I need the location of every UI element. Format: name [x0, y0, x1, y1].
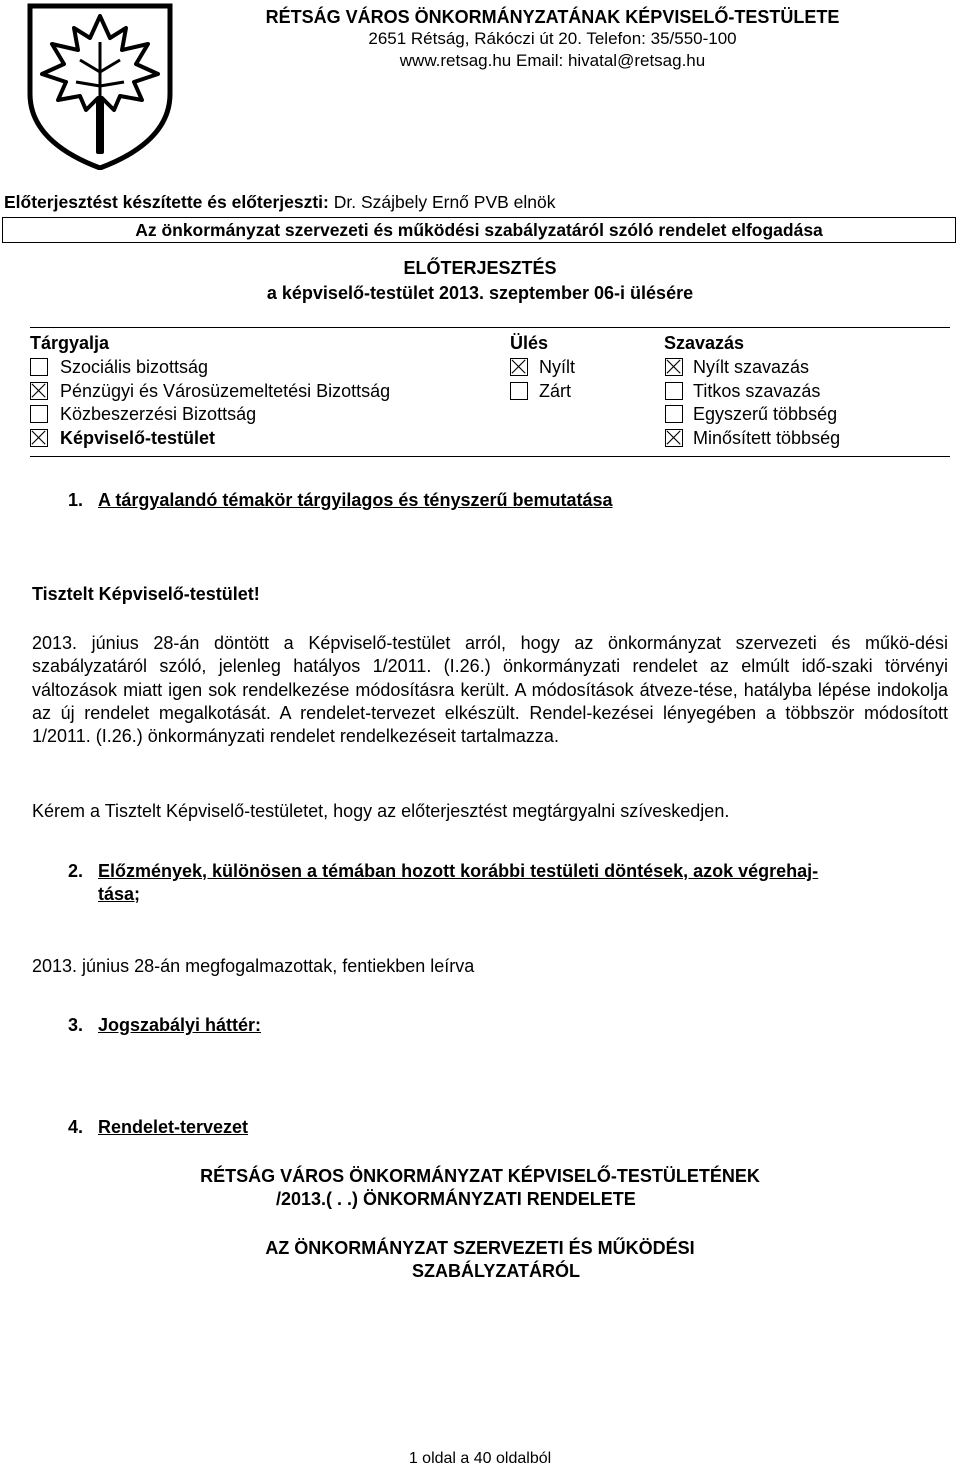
prepared-by-label: Előterjesztést készítette és előterjeszti: — [4, 192, 329, 212]
table-rule-bottom — [30, 456, 950, 457]
header-session: Ülés — [510, 333, 549, 353]
checkbox-checked-icon[interactable] — [510, 358, 528, 376]
council-title: RÉTSÁG VÁROS ÖNKORMÁNYZATÁNAK KÉPVISELŐ-TESTÜLETE — [265, 7, 840, 27]
session-label: Nyílt — [539, 357, 575, 377]
discussed-label: Szociális bizottság — [60, 357, 209, 377]
body-paragraph: 2013. június 28-án döntött a Képviselő-testület arról, hogy az önkormányzat szervezeti és műkö-dési szabályzatáról szóló, jelenleg hatályos 1/2011. (I.26.) önkormányzati rendelet az elmúlt idő-szaki törvényi változások miatt igen sok rendelkezése módosításra került. A módosítások átveze-tése, hatályba lépése indokolja az új rendelet megalkotását. A rendelet-tervezet elkészült. Rendel-kezései lényegében a többször módosított 1/2011. (I.26.) önkormányzati rendelet rendelkezéseit tartalmazza. — [32, 633, 948, 747]
checkbox-checked-icon[interactable] — [665, 429, 683, 447]
section-1-heading — [68, 490, 613, 511]
table-rule-top — [30, 327, 950, 328]
checkbox-empty-icon[interactable] — [665, 382, 683, 400]
discussed-label: Pénzügyi és Városüzemeltetési Bizottság — [60, 381, 391, 401]
section-title: A tárgyalandó témakör tárgyilagos és tényszerű bemutatása — [98, 490, 613, 510]
section-title: Előzmények, különösen a témában hozott korábbi testületi döntések, azok végrehaj- — [98, 861, 819, 881]
section-title-cont: tása; — [98, 884, 141, 904]
vote-label: Nyílt szavazás — [693, 357, 810, 377]
vote-label: Minősített többség — [693, 428, 841, 448]
checkbox-empty-icon[interactable] — [30, 358, 48, 376]
section-2-heading — [68, 860, 948, 906]
previous-paragraph: 2013. június 28-án megfogalmazottak, fentiekben leírva — [32, 956, 475, 976]
subject-box: Az önkormányzat szervezeti és működési szabályzatáról szóló rendelet elfogadása — [2, 217, 956, 243]
section-number: 2. — [68, 861, 84, 881]
proposal-subtitle: a képviselő-testület 2013. szeptember 06-i ülésére — [266, 283, 694, 303]
page-footer: 1 oldal a 40 oldalból — [408, 1450, 552, 1467]
checkbox-empty-icon[interactable] — [30, 405, 48, 423]
section-number: 3. — [68, 1015, 84, 1035]
checkbox-checked-icon[interactable] — [30, 382, 48, 400]
prepared-by-value: Dr. Szájbely Ernő PVB elnök — [328, 192, 556, 212]
section-number: 4. — [68, 1117, 84, 1137]
session-label: Zárt — [539, 381, 572, 401]
discussed-label: Közbeszerzési Bizottság — [60, 404, 257, 424]
section-title: Jogszabályi háttér: — [98, 1015, 262, 1035]
checkbox-empty-icon[interactable] — [665, 405, 683, 423]
vote-label: Egyszerű többség — [693, 404, 838, 424]
section-title: Rendelet-tervezet — [98, 1117, 249, 1137]
section-4-heading — [68, 1117, 248, 1138]
prepared-by — [4, 192, 556, 213]
discussed-label: Képviselő-testület — [60, 428, 216, 448]
council-web-email: www.retsag.hu Email: hivatal@retsag.hu — [399, 51, 706, 70]
checkbox-checked-icon[interactable] — [665, 358, 683, 376]
proposal-title: ELŐTERJESZTÉS — [403, 258, 557, 278]
section-number: 1. — [68, 490, 84, 510]
header-vote: Szavazás — [664, 333, 745, 353]
header-discussed: Tárgyalja — [30, 333, 110, 353]
ordinance-title-2: /2013.( . .) ÖNKORMÁNYZATI RENDELETE — [276, 1189, 636, 1209]
checkbox-checked-icon[interactable] — [30, 429, 48, 447]
vote-label: Titkos szavazás — [693, 381, 821, 401]
section-3-heading — [68, 1015, 261, 1036]
request-paragraph: Kérem a Tisztelt Képviselő-testületet, hogy az előterjesztést megtárgyalni szíveskedjen. — [32, 801, 730, 821]
city-crest-leaf-icon — [22, 2, 178, 170]
council-address: 2651 Rétság, Rákóczi út 20. Telefon: 35/550-100 — [368, 29, 737, 48]
ordinance-title-4: SZABÁLYZATÁRÓL — [412, 1261, 580, 1281]
greeting: Tisztelt Képviselő-testület! — [32, 584, 260, 604]
ordinance-title-3: AZ ÖNKORMÁNYZAT SZERVEZETI ÉS MŰKÖDÉSI — [265, 1238, 695, 1258]
checkbox-empty-icon[interactable] — [510, 382, 528, 400]
ordinance-title-1: RÉTSÁG VÁROS ÖNKORMÁNYZAT KÉPVISELŐ-TESTÜLETÉNEK — [200, 1166, 760, 1186]
letterhead — [180, 6, 925, 72]
